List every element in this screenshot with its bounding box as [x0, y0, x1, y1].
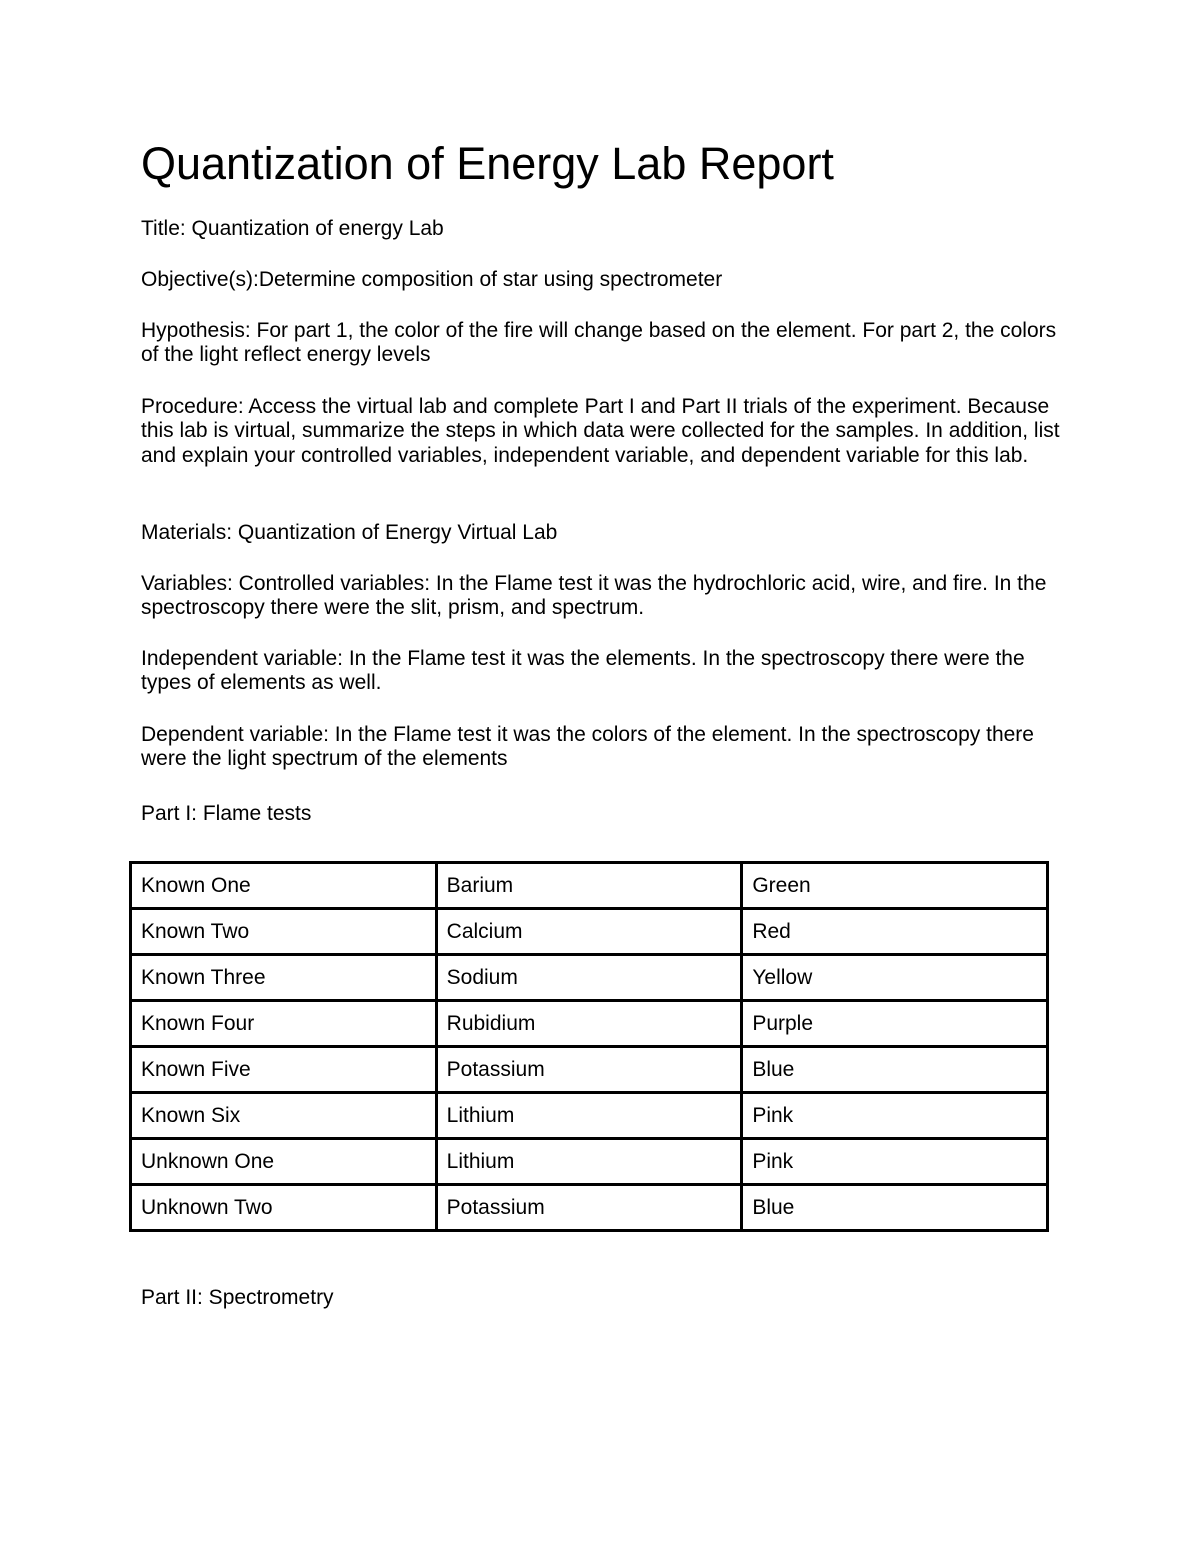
- color-cell: Pink: [742, 1093, 1048, 1139]
- element-cell: Barium: [436, 863, 742, 909]
- element-cell: Sodium: [436, 955, 742, 1001]
- table-row: [131, 1047, 1048, 1093]
- table-row: [131, 863, 1048, 909]
- color-cell: Green: [742, 863, 1048, 909]
- hypothesis-paragraph: Hypothesis: For part 1, the color of the fire will change based on the element. For part 2, the colors of the light reflect energy levels: [141, 319, 1057, 367]
- sample-cell: Known Five: [131, 1047, 437, 1093]
- sample-cell: Unknown One: [131, 1139, 437, 1185]
- element-cell: Lithium: [436, 1093, 742, 1139]
- sample-cell: Known Two: [131, 909, 437, 955]
- color-cell: Purple: [742, 1001, 1048, 1047]
- element-cell: Potassium: [436, 1047, 742, 1093]
- procedure-paragraph: Procedure: Access the virtual lab and complete Part I and Part II trials of the experiment. Because this lab is virtual, summarize the steps in which data were collected for the samples. In addition, list and explain your controlled variables, independent variable, and dependent variable for this lab.: [141, 395, 1060, 467]
- independent-variable-paragraph: Independent variable: In the Flame test it was the elements. In the spectroscopy there were the types of elements as well.: [141, 647, 1025, 695]
- element-cell: Rubidium: [436, 1001, 742, 1047]
- flame-test-table-wrapper: [129, 861, 1049, 1232]
- objective-line: Objective(s):Determine composition of star using spectrometer: [141, 268, 723, 291]
- controlled-variables-paragraph: Variables: Controlled variables: In the Flame test it was the hydrochloric acid, wire, and fire. In the spectroscopy there were the slit, prism, and spectrum.: [141, 572, 1047, 620]
- color-cell: Red: [742, 909, 1048, 955]
- table-row: [131, 909, 1048, 955]
- flame-test-table: [129, 861, 1049, 1232]
- table-row: [131, 1139, 1048, 1185]
- element-cell: Potassium: [436, 1185, 742, 1231]
- table-row: [131, 1093, 1048, 1139]
- element-cell: Lithium: [436, 1139, 742, 1185]
- title-line: Title: Quantization of energy Lab: [141, 217, 444, 240]
- sample-cell: Known Three: [131, 955, 437, 1001]
- color-cell: Pink: [742, 1139, 1048, 1185]
- dependent-variable-paragraph: Dependent variable: In the Flame test it was the colors of the element. In the spectroscopy there were the light spectrum of the elements: [141, 723, 1034, 771]
- part-two-heading: Part II: Spectrometry: [141, 1286, 334, 1309]
- sample-cell: Known One: [131, 863, 437, 909]
- sample-cell: Known Four: [131, 1001, 437, 1047]
- table-row: [131, 1185, 1048, 1231]
- table-row: [131, 1001, 1048, 1047]
- part-one-heading: Part I: Flame tests: [141, 802, 312, 825]
- report-heading: Quantization of Energy Lab Report: [141, 138, 834, 189]
- color-cell: Yellow: [742, 955, 1048, 1001]
- sample-cell: Unknown Two: [131, 1185, 437, 1231]
- sample-cell: Known Six: [131, 1093, 437, 1139]
- table-row: [131, 955, 1048, 1001]
- element-cell: Calcium: [436, 909, 742, 955]
- color-cell: Blue: [742, 1047, 1048, 1093]
- materials-line: Materials: Quantization of Energy Virtual Lab: [141, 521, 558, 544]
- color-cell: Blue: [742, 1185, 1048, 1231]
